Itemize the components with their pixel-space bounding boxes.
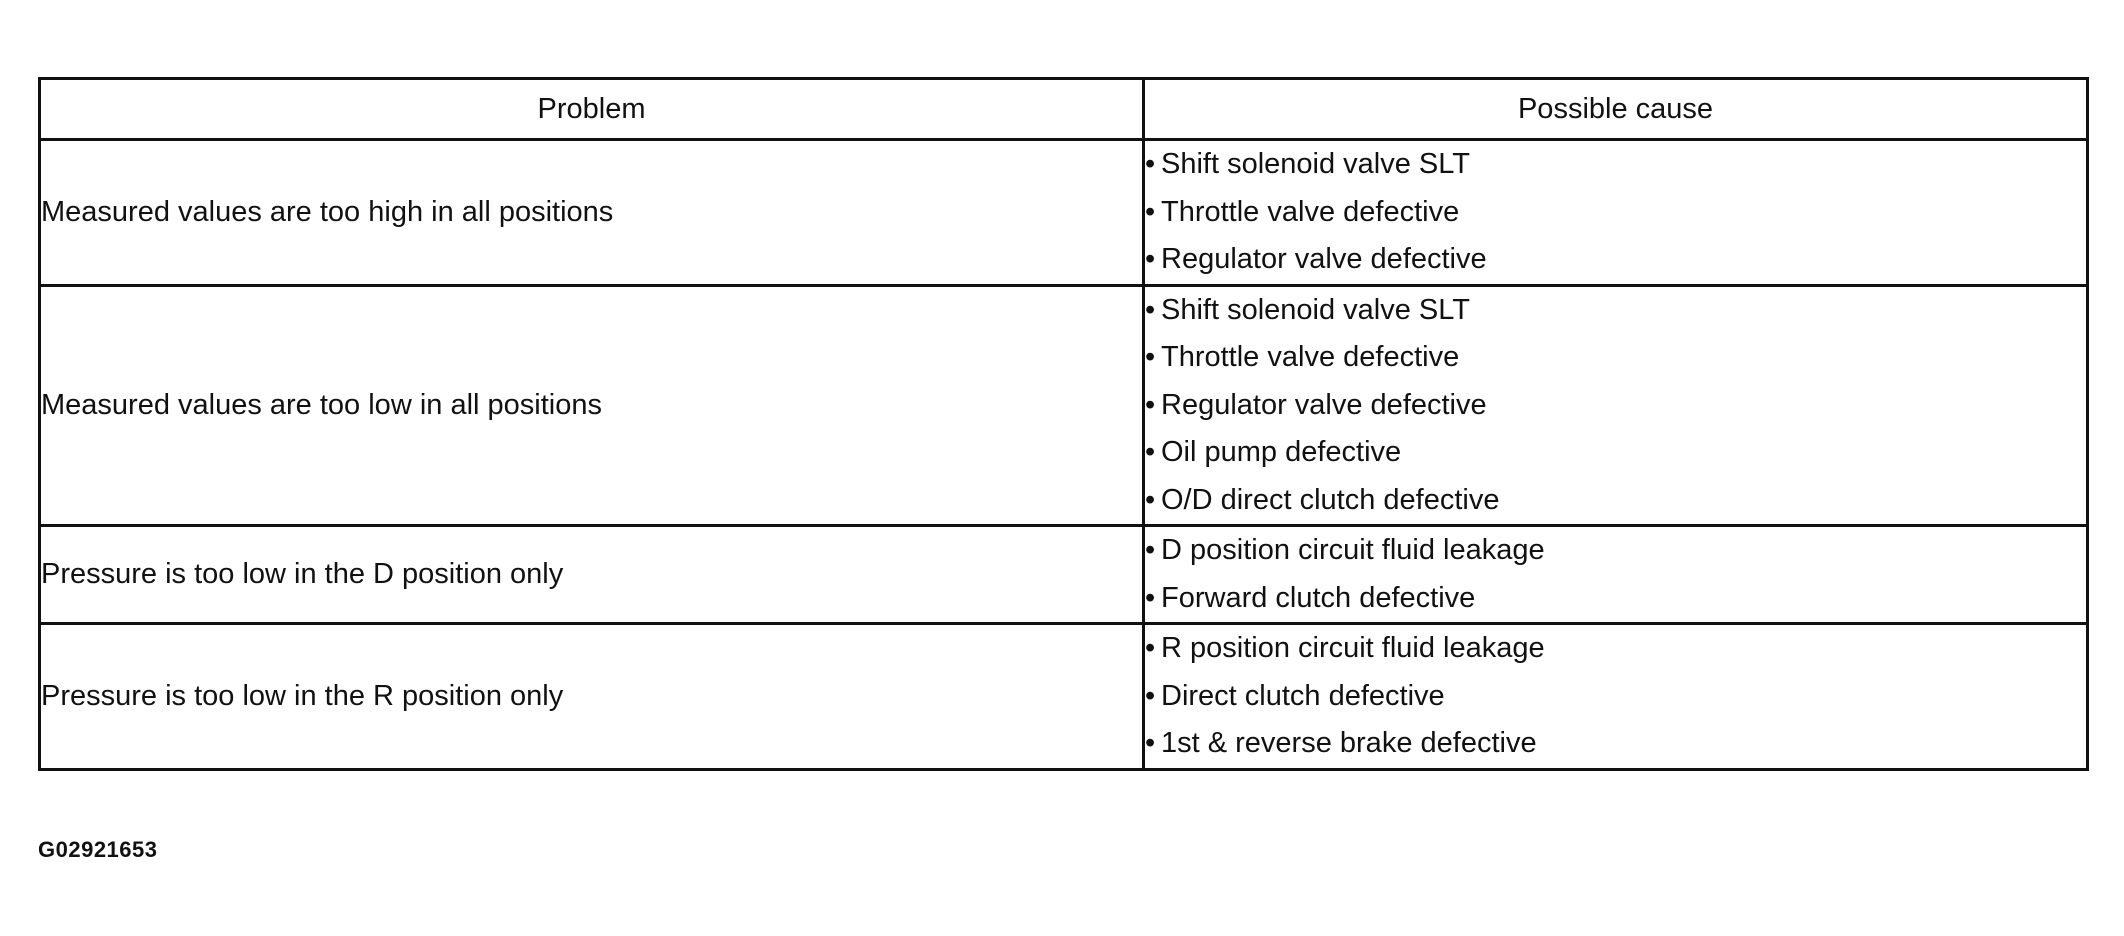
table-body: [40, 140, 2088, 770]
bullet-icon: •: [1145, 293, 1156, 326]
cause-text: Shift solenoid valve SLT: [1161, 148, 1470, 180]
header-problem: Problem: [40, 79, 1144, 140]
diagnosis-table: [38, 77, 2089, 771]
bullet-icon: •: [1145, 148, 1156, 180]
cause-item: [1145, 720, 2086, 768]
table-row: [40, 140, 2088, 286]
cause-item: [1145, 527, 2086, 575]
cause-cell: [1144, 624, 2088, 770]
bullet-icon: •: [1145, 727, 1156, 759]
cause-text: Oil pump defective: [1161, 436, 1402, 468]
problem-cell: Measured values are too low in all positions: [40, 285, 1144, 526]
cause-item: [1145, 477, 2086, 525]
cause-text: Direct clutch defective: [1161, 679, 1445, 712]
table-row: [40, 624, 2088, 770]
bullet-icon: •: [1145, 436, 1156, 468]
bullet-icon: •: [1145, 534, 1156, 566]
cause-text: R position circuit fluid leakage: [1161, 632, 1545, 664]
cause-text: Throttle valve defective: [1161, 341, 1460, 373]
header-possible-cause: Possible cause: [1144, 79, 2088, 140]
cause-text: Shift solenoid valve SLT: [1161, 293, 1470, 326]
cause-item: [1145, 382, 2086, 430]
problem-cell: Pressure is too low in the D position only: [40, 526, 1144, 624]
cause-item: [1145, 287, 2086, 335]
bullet-icon: •: [1145, 243, 1156, 275]
cause-item: [1145, 625, 2086, 673]
cause-list: [1145, 141, 2086, 284]
problem-cell: Pressure is too low in the R position only: [40, 624, 1144, 770]
cause-item: [1145, 141, 2086, 189]
figure-id: G02921653: [38, 837, 158, 862]
cause-item: [1145, 334, 2086, 382]
bullet-icon: •: [1145, 341, 1156, 373]
bullet-icon: •: [1145, 195, 1156, 228]
cause-text: D position circuit fluid leakage: [1161, 534, 1545, 566]
table-row: [40, 526, 2088, 624]
cause-item: [1145, 429, 2086, 477]
cause-item: [1145, 575, 2086, 623]
cause-list: [1145, 287, 2086, 525]
cause-text: Regulator valve defective: [1161, 243, 1487, 275]
cause-text: Throttle valve defective: [1161, 195, 1460, 228]
cause-list: [1145, 527, 2086, 622]
cause-text: Forward clutch defective: [1161, 581, 1476, 614]
diagnosis-table-container: [38, 77, 2089, 771]
bullet-icon: •: [1145, 632, 1156, 664]
cause-item: [1145, 189, 2086, 237]
bullet-icon: •: [1145, 679, 1156, 712]
problem-cell: Measured values are too high in all positions: [40, 140, 1144, 286]
cause-text: O/D direct clutch defective: [1161, 483, 1500, 516]
cause-cell: [1144, 285, 2088, 526]
cause-list: [1145, 625, 2086, 768]
cause-item: [1145, 673, 2086, 721]
bullet-icon: •: [1145, 483, 1156, 516]
cause-text: 1st & reverse brake defective: [1161, 727, 1537, 759]
cause-cell: [1144, 526, 2088, 624]
bullet-icon: •: [1145, 581, 1156, 614]
cause-cell: [1144, 140, 2088, 286]
table-row: [40, 285, 2088, 526]
table-header-row: [40, 79, 2088, 140]
bullet-icon: •: [1145, 388, 1156, 421]
cause-text: Regulator valve defective: [1161, 388, 1487, 421]
cause-item: [1145, 236, 2086, 284]
